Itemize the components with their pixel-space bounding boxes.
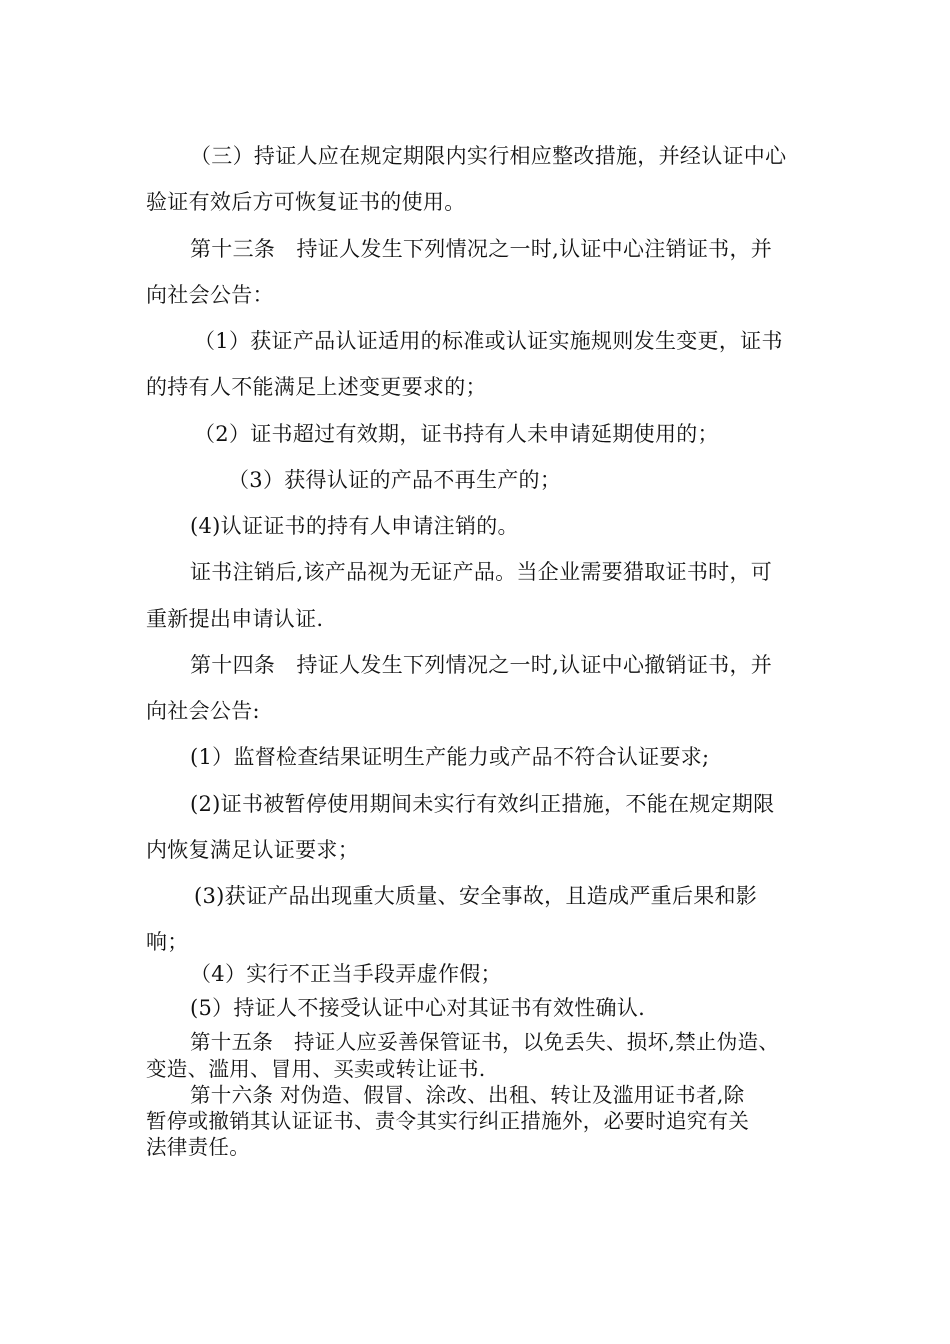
text-line: 响；: [146, 930, 189, 954]
text-line: （3）获得认证的产品不再生产的；: [228, 468, 562, 492]
text-line: 内恢复满足认证要求；: [146, 838, 359, 862]
text-line: 向社会公告:: [146, 699, 260, 723]
text-line: 证书注销后,该产品视为无证产品。当企业需要猎取证书时，可: [190, 560, 773, 584]
text-line: 验证有效后方可恢复证书的使用。: [146, 190, 466, 214]
text-line: 法律责任。: [146, 1135, 250, 1159]
text-line: (3)获证产品出现重大质量、安全事故，且造成严重后果和影: [194, 884, 758, 908]
text-line: 第十六条 对伪造、假冒、涂改、出租、转让及滥用证书者,除: [190, 1083, 745, 1107]
text-line: 第十五条 持证人应妥善保管证书，以免丢失、损坏,禁止伪造、: [190, 1030, 780, 1054]
text-line: 变造、滥用、冒用、买卖或转让证书.: [146, 1057, 486, 1081]
text-line: （三）持证人应在规定期限内实行相应整改措施，并经认证中心: [190, 144, 787, 168]
text-line: (2)证书被暂停使用期间未实行有效纠正措施，不能在规定期限: [190, 792, 775, 816]
text-line: 重新提出申请认证.: [146, 607, 324, 631]
text-line: 第十三条 持证人发生下列情况之一时,认证中心注销证书，并: [190, 237, 773, 261]
text-line: （2）证书超过有效期，证书持有人未申请延期使用的；: [194, 422, 719, 446]
text-line: (4)认证证书的持有人申请注销的。: [190, 514, 519, 538]
text-line: （1）获证产品认证适用的标准或认证实施规则发生变更，证书: [194, 329, 783, 353]
text-line: (1）监督检查结果证明生产能力或产品不符合认证要求;: [190, 745, 710, 769]
text-line: 暂停或撤销其认证证书、责令其实行纠正措施外，必要时追究有关: [146, 1109, 750, 1133]
text-line: 第十四条 持证人发生下列情况之一时,认证中心撤销证书，并: [190, 653, 773, 677]
text-line: 的持有人不能满足上述变更要求的；: [146, 375, 487, 399]
text-line: （4）实行不正当手段弄虚作假；: [190, 962, 502, 986]
text-line: (5）持证人不接受认证中心对其证书有效性确认.: [190, 996, 646, 1020]
text-line: 向社会公告：: [146, 283, 274, 307]
